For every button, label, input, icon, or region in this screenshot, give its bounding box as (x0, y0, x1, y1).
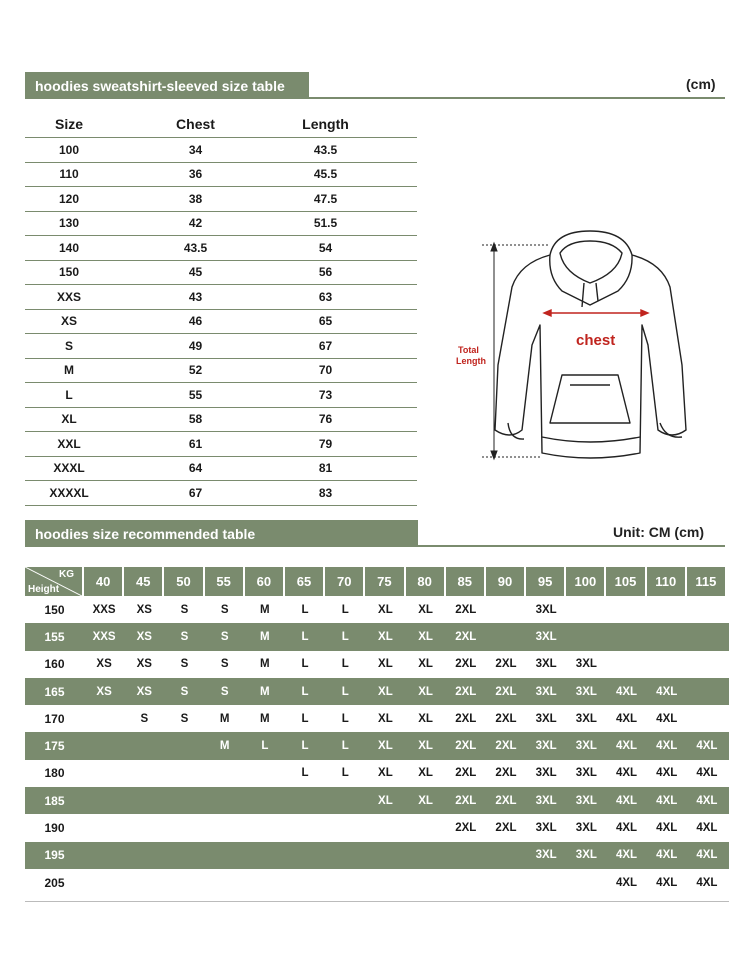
size-recommendation-cell: XL (378, 630, 393, 643)
size-recommendation-cell: L (261, 740, 269, 753)
size-recommendation-cell: L (341, 685, 349, 698)
size-table-unit: (cm) (686, 76, 716, 92)
kg-header-cell: 65 (285, 567, 323, 596)
size-recommendation-cell: S (180, 630, 189, 643)
kg-header-cell: 80 (406, 567, 444, 596)
size-cell: 120 (58, 191, 80, 206)
size-cell: XXL (57, 436, 81, 451)
size-recommendation-cell: S (180, 603, 189, 616)
recommended-table-title: hoodies size recommended table (35, 525, 256, 542)
size-recommendation-cell: 4XL (615, 876, 638, 889)
size-cell: 100 (58, 142, 80, 157)
size-recommendation-cell: 4XL (696, 740, 718, 753)
chest-cell: 43 (188, 289, 203, 304)
chest-cell: 52 (188, 363, 203, 378)
size-recommendation-cell: L (301, 712, 309, 725)
size-cell: L (65, 387, 73, 402)
kg-header-cell: 90 (486, 567, 524, 596)
size-cell: M (64, 363, 74, 378)
size-recommendation-cell: 4XL (696, 849, 718, 862)
header-size: Size (54, 115, 83, 132)
size-recommendation-cell: L (301, 685, 309, 698)
size-recommendation-cell: S (180, 712, 189, 725)
size-recommendation-cell: L (341, 740, 349, 753)
chest-cell: 61 (188, 436, 203, 451)
size-recommendation-cell: 4XL (615, 740, 638, 753)
size-table-row (25, 334, 417, 359)
size-recommendation-cell: 2XL (455, 658, 477, 671)
size-table-row (25, 310, 417, 335)
size-recommendation-cell: 4XL (656, 849, 678, 862)
size-recommendation-cell: 4XL (656, 685, 678, 698)
size-recommendation-cell: XL (418, 603, 433, 616)
length-cell: 79 (318, 436, 333, 451)
height-cell: 155 (44, 629, 65, 644)
size-recommendation-cell: 3XL (575, 685, 597, 698)
height-cell: 170 (44, 711, 65, 726)
length-cell: 43.5 (313, 142, 338, 157)
size-recommendation-cell: L (341, 603, 349, 616)
size-recommendation-cell: 3XL (535, 794, 557, 807)
size-recommendation-cell: XL (418, 794, 433, 807)
size-cell: XXXL (53, 461, 85, 476)
size-recommendation-cell: L (301, 658, 309, 671)
bottom-line (25, 901, 729, 902)
height-cell: 160 (44, 657, 65, 672)
recommended-header (25, 567, 729, 596)
chest-cell: 45 (188, 265, 203, 280)
length-cell: 76 (318, 412, 333, 427)
size-recommendation-cell: XXS (92, 630, 116, 643)
size-recommendation-cell: 4XL (615, 849, 638, 862)
size-recommendation-cell: 3XL (535, 685, 557, 698)
size-table (25, 110, 417, 506)
height-cell: 205 (44, 875, 65, 890)
size-recommendation-cell: 2XL (455, 685, 477, 698)
size-recommendation-cell: 4XL (615, 822, 638, 835)
kg-header-cell: 55 (205, 567, 243, 596)
size-recommendation-cell: 3XL (535, 767, 557, 780)
hoodie-illustration (450, 225, 700, 470)
size-recommendation-cell: 4XL (615, 712, 638, 725)
size-recommendation-cell: XL (378, 685, 393, 698)
size-cell: 110 (59, 167, 79, 182)
size-table-banner-line (25, 97, 725, 99)
kg-header-cell: 50 (164, 567, 202, 596)
size-recommendation-cell: XL (378, 658, 393, 671)
size-recommendation-cell: L (301, 603, 309, 616)
chest-cell: 67 (188, 485, 203, 500)
size-recommendation-cell: L (301, 740, 309, 753)
size-recommendation-cell: 3XL (575, 712, 597, 725)
size-cell: XXS (56, 289, 81, 304)
length-cell: 81 (318, 461, 333, 476)
recommended-row (25, 678, 729, 705)
kg-header-cell: 45 (124, 567, 162, 596)
kg-header-cell: 110 (647, 567, 685, 596)
size-recommendation-cell: XL (378, 767, 393, 780)
recommended-row (25, 869, 729, 896)
size-recommendation-cell: 2XL (495, 712, 517, 725)
corner-cell (25, 567, 82, 596)
hoodie-diagram (450, 225, 700, 470)
size-recommendation-cell: L (341, 712, 349, 725)
size-recommendation-cell: 2XL (455, 822, 477, 835)
size-recommendation-cell: XL (378, 712, 393, 725)
chest-cell: 38 (188, 191, 203, 206)
size-recommendation-cell: L (341, 630, 349, 643)
chest-cell: 55 (188, 387, 203, 402)
height-cell: 175 (44, 739, 65, 754)
length-cell: 45.5 (313, 167, 338, 182)
length-cell: 54 (318, 240, 333, 255)
size-recommendation-cell: 4XL (656, 740, 678, 753)
size-table-row (25, 383, 417, 408)
size-table-banner (25, 72, 309, 99)
size-table-row (25, 457, 417, 482)
size-recommendation-cell: XL (378, 603, 393, 616)
size-table-row (25, 187, 417, 212)
length-cell: 65 (318, 314, 333, 329)
chest-cell: 58 (188, 412, 203, 427)
total-length-label-line2: Length (456, 356, 486, 366)
size-recommendation-cell: XS (136, 630, 152, 643)
size-recommendation-cell: 3XL (575, 658, 597, 671)
size-recommendation-cell: XS (96, 685, 112, 698)
size-recommendation-cell: 4XL (696, 794, 718, 807)
size-recommendation-cell: 2XL (455, 794, 477, 807)
size-table-header (25, 110, 417, 138)
size-table-row (25, 359, 417, 384)
size-recommendation-cell: 4XL (656, 876, 678, 889)
size-recommendation-cell: 4XL (656, 794, 678, 807)
size-recommendation-cell: L (341, 767, 349, 780)
size-recommendation-cell: 3XL (575, 822, 597, 835)
size-recommendation-cell: 4XL (615, 685, 638, 698)
recommended-row (25, 760, 729, 787)
size-recommendation-cell: XXS (92, 603, 116, 616)
size-recommendation-cell: M (260, 712, 270, 725)
size-table-row (25, 481, 417, 506)
size-recommendation-cell: 3XL (535, 603, 557, 616)
size-recommendation-cell: 2XL (455, 740, 477, 753)
size-recommendation-cell: M (219, 740, 230, 753)
size-recommendation-cell: XL (418, 685, 433, 698)
height-cell: 165 (44, 684, 65, 699)
size-table-row (25, 285, 417, 310)
kg-header-cell: 40 (84, 567, 122, 596)
recommended-row (25, 842, 729, 869)
recommended-row (25, 596, 729, 623)
length-cell: 70 (318, 363, 333, 378)
size-table-row (25, 138, 417, 163)
size-recommendation-cell: M (260, 603, 270, 616)
kg-header-cell: 115 (687, 567, 725, 596)
chest-cell: 49 (188, 338, 203, 353)
size-recommendation-cell: XS (96, 658, 112, 671)
recommended-row (25, 787, 729, 814)
recommended-row (25, 732, 729, 759)
size-recommendation-cell: 4XL (696, 876, 718, 889)
total-length-label-line1: Total (458, 345, 479, 355)
length-cell: 67 (318, 338, 333, 353)
length-cell: 83 (318, 485, 333, 500)
size-recommendation-cell: 3XL (535, 822, 557, 835)
size-recommendation-cell: 4XL (615, 767, 638, 780)
chest-label: chest (576, 332, 616, 349)
size-recommendation-cell: 2XL (455, 603, 477, 616)
size-recommendation-cell: S (220, 603, 229, 616)
size-recommendation-cell: M (219, 712, 230, 725)
size-recommendation-cell: XS (136, 658, 152, 671)
size-recommendation-cell: XL (418, 712, 433, 725)
size-recommendation-cell: 2XL (495, 794, 517, 807)
size-recommendation-cell: 4XL (615, 794, 638, 807)
size-recommendation-cell: 4XL (656, 822, 678, 835)
size-recommendation-cell: S (220, 658, 229, 671)
size-recommendation-cell: XL (378, 794, 393, 807)
size-recommendation-cell: 3XL (575, 767, 597, 780)
size-table-row (25, 236, 417, 261)
kg-header-cell: 85 (446, 567, 484, 596)
size-table-row (25, 163, 417, 188)
size-recommendation-cell: 2XL (495, 740, 517, 753)
size-recommendation-cell: M (260, 630, 270, 643)
chest-cell: 34 (188, 142, 203, 157)
size-recommendation-cell: S (220, 630, 229, 643)
chest-cell: 43.5 (183, 240, 208, 255)
length-cell: 51.5 (313, 216, 338, 231)
size-cell: XS (60, 314, 77, 329)
recommended-row (25, 705, 729, 732)
kg-header-cell: 105 (606, 567, 644, 596)
size-recommendation-cell: S (140, 712, 149, 725)
size-recommendation-cell: L (301, 767, 309, 780)
size-recommendation-cell: 2XL (495, 658, 517, 671)
size-recommendation-cell: L (301, 630, 309, 643)
size-recommendation-cell: XL (418, 658, 433, 671)
size-recommendation-cell: 2XL (455, 630, 477, 643)
kg-header-cell: 100 (566, 567, 604, 596)
size-cell: 150 (58, 265, 80, 280)
header-chest: Chest (176, 115, 215, 132)
height-cell: 150 (44, 602, 65, 617)
size-table-title: hoodies sweatshirt-sleeved size table (35, 77, 285, 94)
size-recommendation-cell: 3XL (575, 849, 597, 862)
size-recommendation-cell: M (260, 685, 270, 698)
size-recommendation-cell: S (180, 658, 189, 671)
chest-cell: 64 (188, 461, 203, 476)
size-table-row (25, 212, 417, 237)
recommended-table-banner (25, 520, 418, 547)
size-table-row (25, 432, 417, 457)
chest-cell: 42 (188, 216, 203, 231)
size-recommendation-cell: XL (418, 630, 433, 643)
size-recommendation-cell: 2XL (495, 822, 517, 835)
size-recommendation-cell: XL (418, 740, 433, 753)
recommended-banner-line (25, 545, 725, 547)
size-recommendation-cell: XS (136, 603, 152, 616)
header-length: Length (302, 115, 349, 132)
size-recommendation-cell: 3XL (575, 740, 597, 753)
recommended-unit: Unit: CM (cm) (613, 524, 704, 540)
size-recommendation-cell: 3XL (535, 740, 557, 753)
size-recommendation-cell: S (180, 685, 189, 698)
size-recommendation-cell: 4XL (696, 822, 718, 835)
height-cell: 190 (44, 821, 65, 836)
size-cell: S (64, 338, 73, 353)
size-recommendation-cell: 2XL (495, 767, 517, 780)
size-recommendation-cell: M (260, 658, 270, 671)
recommended-row (25, 651, 729, 678)
size-recommendation-cell: 3XL (535, 658, 557, 671)
corner-height-label: Height (28, 584, 60, 595)
size-table-row (25, 408, 417, 433)
recommended-table (25, 567, 729, 896)
size-recommendation-cell: S (220, 685, 229, 698)
height-cell: 195 (44, 848, 65, 863)
length-cell: 56 (318, 265, 333, 280)
size-recommendation-cell: 2XL (495, 685, 517, 698)
kg-header-cell: 70 (325, 567, 363, 596)
size-recommendation-cell: XS (136, 685, 152, 698)
size-recommendation-cell: 2XL (455, 767, 477, 780)
length-cell: 63 (318, 289, 333, 304)
size-recommendation-cell: 2XL (455, 712, 477, 725)
recommended-row (25, 814, 729, 841)
kg-header-cell: 75 (365, 567, 403, 596)
size-recommendation-cell: 3XL (575, 794, 597, 807)
size-recommendation-cell: 3XL (535, 849, 557, 862)
size-recommendation-cell: 4XL (656, 767, 678, 780)
size-recommendation-cell: 3XL (535, 630, 557, 643)
size-recommendation-cell: 4XL (656, 712, 678, 725)
size-cell: 130 (58, 216, 80, 231)
size-recommendation-cell: L (341, 658, 349, 671)
size-cell: 140 (58, 240, 80, 255)
height-cell: 185 (44, 793, 65, 808)
recommended-row (25, 623, 729, 650)
size-recommendation-cell: XL (378, 740, 393, 753)
size-recommendation-cell: 4XL (696, 767, 718, 780)
kg-header-cell: 60 (245, 567, 283, 596)
size-cell: XXXXL (49, 485, 89, 500)
size-recommendation-cell: 3XL (535, 712, 557, 725)
size-cell: XL (61, 412, 77, 427)
height-cell: 180 (44, 766, 65, 781)
kg-header-cell: 95 (526, 567, 564, 596)
chest-cell: 36 (188, 167, 203, 182)
corner-kg-label: KG (59, 569, 74, 580)
size-recommendation-cell: XL (418, 767, 433, 780)
length-cell: 47.5 (313, 191, 338, 206)
size-table-row (25, 261, 417, 286)
length-cell: 73 (318, 387, 333, 402)
chest-cell: 46 (188, 314, 203, 329)
